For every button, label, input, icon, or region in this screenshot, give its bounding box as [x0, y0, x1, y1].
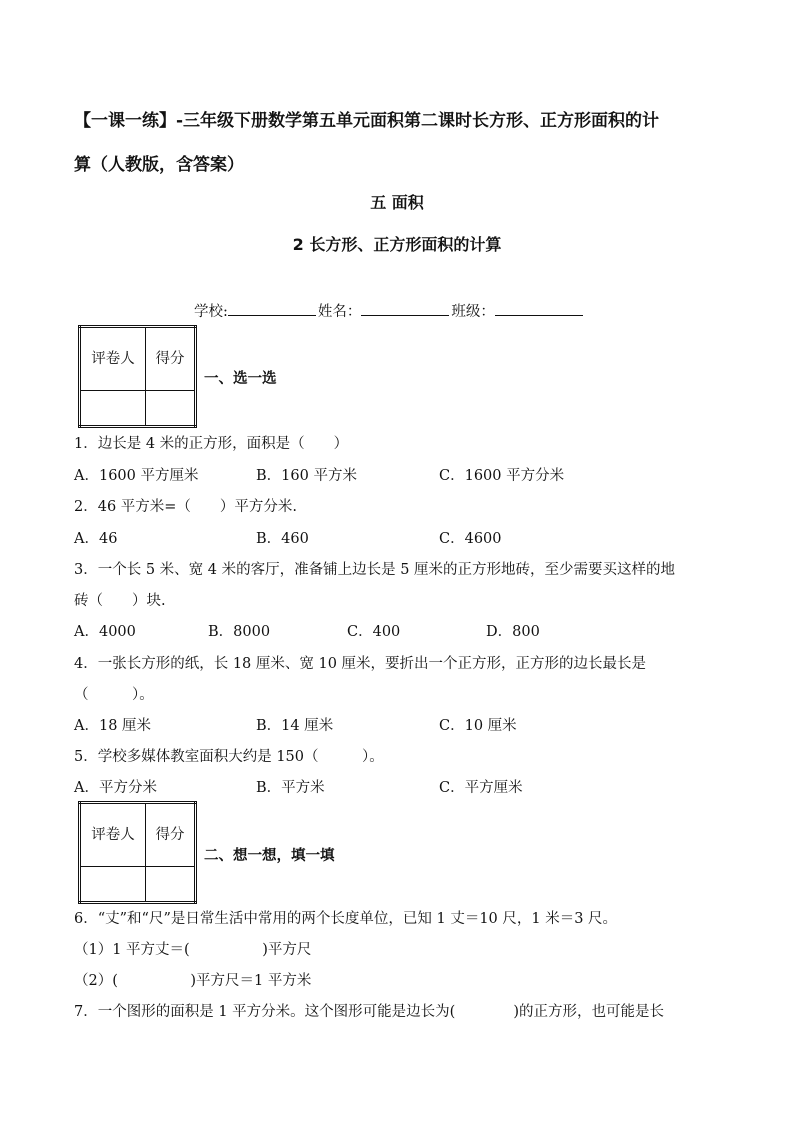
q2-option-a[interactable]: A．46: [74, 531, 118, 547]
doc-title-line2: 算（人教版，含答案）: [74, 155, 244, 175]
reviewer-label: 评卷人: [80, 327, 146, 391]
class-label: 班级：: [451, 304, 495, 320]
q4-option-b[interactable]: B．14 厘米: [256, 718, 334, 734]
score-label: 得分: [146, 327, 196, 391]
q6-sub1: （1）1 平方丈＝( )平方尺: [74, 942, 312, 958]
q3-option-d[interactable]: D．800: [486, 624, 540, 640]
q2-option-b[interactable]: B．460: [256, 531, 309, 547]
q1-option-a[interactable]: A．1600 平方厘米: [74, 468, 199, 484]
q1-option-c[interactable]: C．1600 平方分米: [439, 468, 565, 484]
q5-option-b[interactable]: B．平方米: [256, 780, 325, 796]
q4-text-line2: （ ）。: [74, 687, 154, 703]
school-label: 学校:: [194, 304, 228, 320]
q6-sub2: （2）( )平方尺＝1 平方米: [74, 973, 312, 989]
q4-text-line1: 4．一张长方形的纸，长 18 厘米、宽 10 厘米，要折出一个正方形，正方形的边长最长是: [74, 656, 647, 672]
reviewer-cell[interactable]: [80, 391, 146, 427]
q6-text: 6．“丈”和“尺”是日常生活中常用的两个长度单位，已知 1 丈＝10 尺，1 米＝3 尺。: [74, 911, 618, 927]
section-heading-2: 二、想一想，填一填: [204, 848, 335, 864]
q2-text: 2．46 平方米=（ ）平方分米.: [74, 499, 298, 515]
name-field[interactable]: [361, 301, 449, 316]
class-field[interactable]: [495, 301, 583, 316]
q4-option-a[interactable]: A．18 厘米: [74, 718, 152, 734]
q7-text: 7．一个图形的面积是 1 平方分米。这个图形可能是边长为( )的正方形，也可能是长: [74, 1004, 664, 1020]
unit-heading: 五 面积: [370, 193, 424, 212]
q3-option-a[interactable]: A．4000: [74, 624, 136, 640]
q2-option-c[interactable]: C．4600: [439, 531, 502, 547]
q3-option-c[interactable]: C．400: [347, 624, 401, 640]
q5-option-a[interactable]: A．平方分米: [74, 780, 157, 796]
lesson-heading: 2 长方形、正方形面积的计算: [292, 235, 502, 254]
score-box-1: [78, 325, 197, 428]
section-heading-1: 一、选一选: [204, 371, 277, 387]
q5-text: 5．学校多媒体教室面积大约是 150（ ）。: [74, 749, 384, 765]
q1-option-b[interactable]: B．160 平方米: [256, 468, 357, 484]
q4-option-c[interactable]: C．10 厘米: [439, 718, 517, 734]
school-field[interactable]: [228, 301, 316, 316]
doc-title-line1: 【一课一练】-三年级下册数学第五单元面积第二课时长方形、正方形面积的计: [74, 111, 660, 131]
reviewer-cell[interactable]: [80, 867, 146, 903]
score-cell[interactable]: [146, 391, 196, 427]
score-cell[interactable]: [146, 867, 196, 903]
q3-text-line1: 3．一个长 5 米、宽 4 米的客厅，准备铺上边长是 5 厘米的正方形地砖，至少需要买这样的地: [74, 562, 676, 578]
q5-option-c[interactable]: C．平方厘米: [439, 780, 523, 796]
score-box-2: [78, 801, 197, 904]
reviewer-label: 评卷人: [80, 803, 146, 867]
name-label: 姓名：: [317, 304, 362, 320]
q3-text-line2: 砖（ ）块.: [74, 593, 166, 609]
score-label: 得分: [146, 803, 196, 867]
student-info-row: [194, 300, 585, 321]
q3-option-b[interactable]: B．8000: [208, 624, 271, 640]
q1-text: 1．边长是 4 米的正方形，面积是（ ）: [74, 436, 349, 452]
